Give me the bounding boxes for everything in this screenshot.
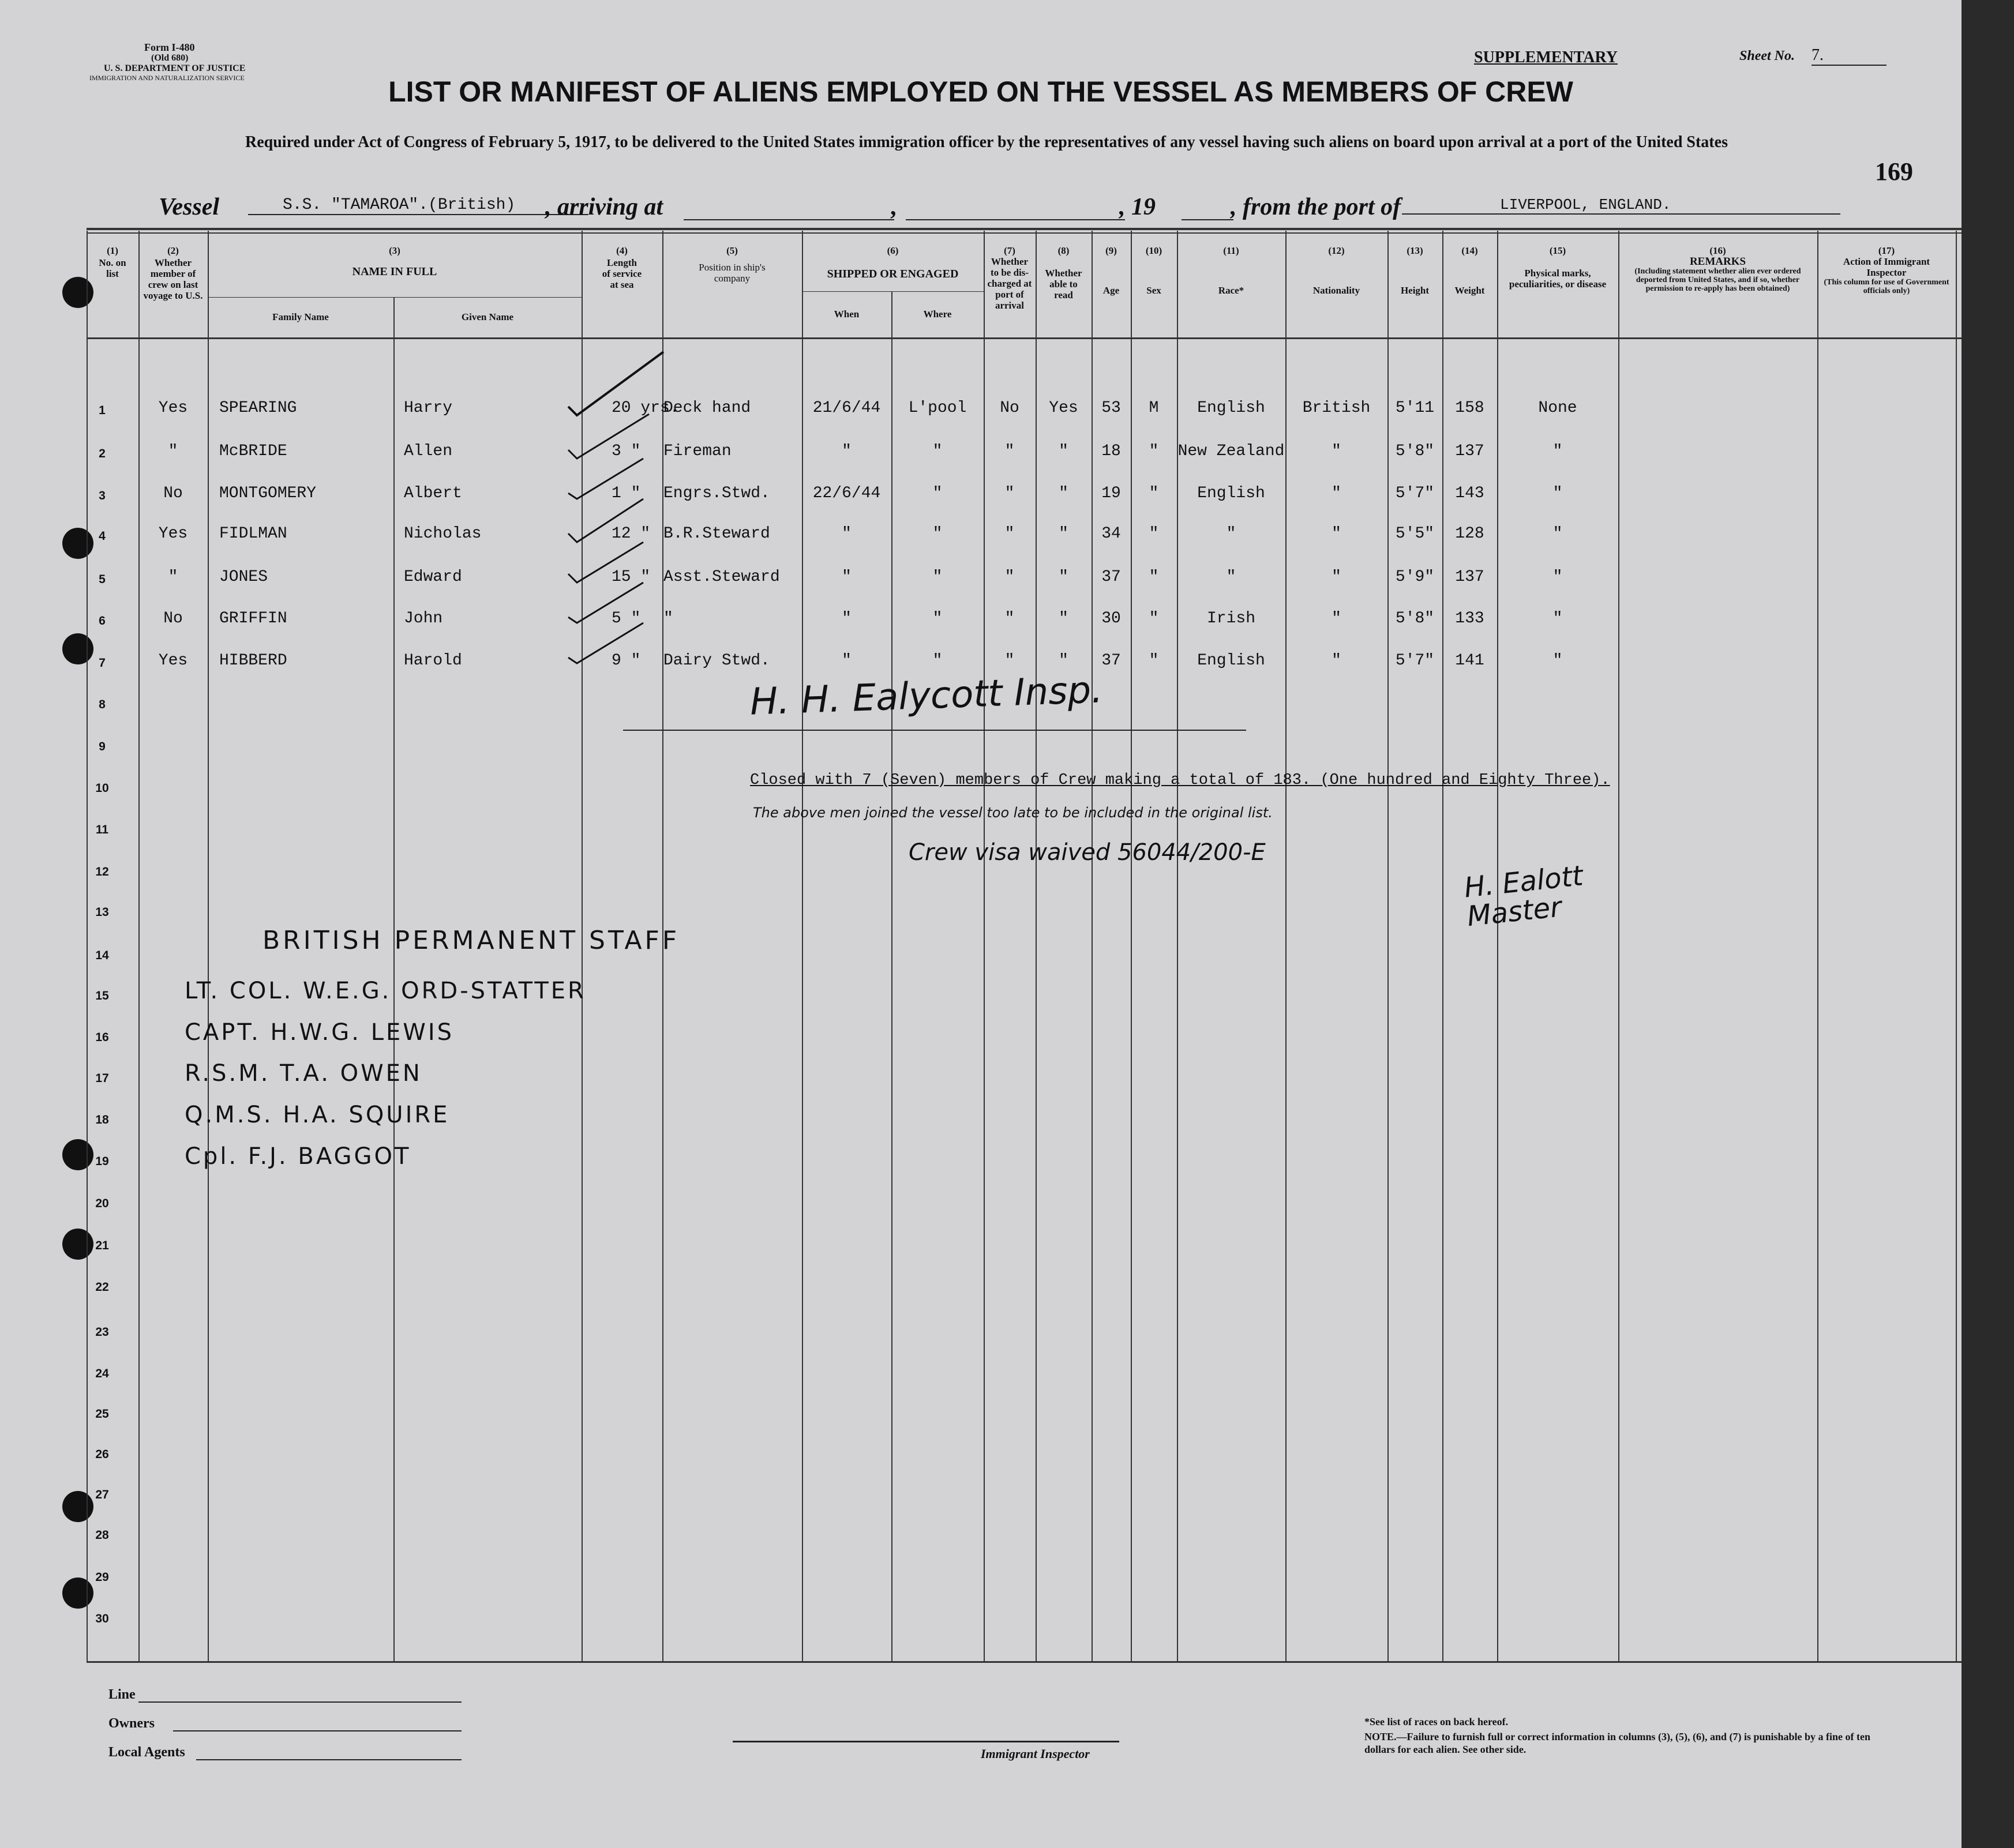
cell-where: ": [932, 652, 943, 670]
cell-prev: Yes: [158, 652, 188, 670]
col-sublabel: (Including statement whether alien ever ordered deported from United States, and if so, whether permission to re-apply has been obtained): [1634, 267, 1801, 293]
cell-age: 37: [1101, 652, 1121, 670]
row-number: 16: [95, 1031, 109, 1044]
cell-marks: None: [1538, 399, 1577, 417]
cell-family: HIBBERD: [219, 652, 287, 670]
col-num: (6): [887, 245, 899, 256]
cell-height: 5'5": [1395, 525, 1435, 543]
when-header: When: [834, 309, 860, 320]
col10-header: [1131, 245, 1177, 296]
col-label: Action of Immigrant Inspector: [1843, 256, 1930, 278]
master-signature: H. Ealott Master: [1462, 859, 1585, 933]
cell-position: ": [663, 610, 673, 628]
cell-read: ": [1059, 652, 1068, 670]
punch-hole: [62, 277, 93, 308]
agents-field: [196, 1759, 462, 1760]
col-label: Nationality: [1312, 285, 1360, 296]
cell-given: Nicholas: [404, 525, 482, 543]
cell-position: Dairy Stwd.: [663, 652, 770, 670]
cell-service: 1 ": [612, 484, 641, 502]
cell-height: 5'8": [1395, 442, 1435, 460]
cell-weight: 128: [1455, 525, 1484, 543]
page-number: 169: [1875, 157, 1913, 186]
cell-given: Harold: [404, 652, 462, 670]
col-label: Height: [1400, 285, 1430, 296]
row-number: 24: [95, 1367, 109, 1380]
cell-sex: ": [1149, 652, 1159, 670]
col-num: (16): [1709, 245, 1726, 256]
penalty-note: NOTE.—Failure to furnish full or correct information in columns (3), (5), (6), and (7) is punishable by a fine of ten dollars for each alien. See other side.: [1364, 1731, 1871, 1755]
cell-given: Edward: [404, 568, 462, 586]
staff-member: R.S.M. T.A. OWEN: [185, 1060, 422, 1087]
cell-position: Deck hand: [663, 399, 751, 417]
given-name-header: Given Name: [461, 311, 514, 322]
col-divider: [87, 231, 88, 1661]
col8-header: [1036, 245, 1092, 301]
checkmarks: [562, 346, 678, 669]
row-number: 26: [95, 1448, 109, 1461]
table-bottom-border: [87, 1661, 1962, 1663]
row-number: 6: [99, 614, 106, 628]
cell-discharged: No: [1000, 399, 1019, 417]
col-label: Whether to be dis- charged at port of arrival: [987, 256, 1032, 311]
row-number: 25: [95, 1407, 109, 1421]
comma: ,: [890, 194, 897, 220]
cell-weight: 158: [1455, 399, 1484, 417]
staff-member: Cpl. F.J. BAGGOT: [185, 1143, 411, 1170]
cell-family: GRIFFIN: [219, 610, 287, 628]
col-num: (4): [616, 245, 628, 256]
row-number: 27: [95, 1488, 109, 1501]
family-name-header: Family Name: [272, 311, 329, 322]
cell-sex: ": [1149, 610, 1159, 628]
cell-when: 22/6/44: [812, 484, 881, 502]
col-num: (2): [167, 245, 179, 256]
cell-discharged: ": [1004, 525, 1015, 543]
cell-age: 18: [1101, 442, 1121, 460]
cell-marks: ": [1552, 610, 1563, 628]
cell-read: ": [1059, 525, 1068, 543]
col-divider: [1817, 231, 1818, 1661]
col-label: SHIPPED OR ENGAGED: [827, 268, 959, 280]
cell-read: Yes: [1049, 399, 1078, 417]
form-old-number: (Old 680): [151, 53, 189, 63]
col-num: (8): [1057, 245, 1070, 256]
cell-race: English: [1197, 652, 1265, 670]
cell-position: Asst.Steward: [663, 568, 780, 586]
col-num: (1): [107, 245, 118, 256]
cell-given: John: [404, 610, 443, 628]
cell-prev: Yes: [158, 525, 188, 543]
row-number: 9: [99, 740, 106, 753]
year-line: [1182, 219, 1233, 220]
cell-given: Albert: [404, 484, 462, 502]
col11-header: [1177, 245, 1285, 296]
col-label: Age: [1102, 285, 1120, 296]
cell-when: 21/6/44: [812, 399, 881, 417]
cell-read: ": [1059, 484, 1068, 502]
col-label: Position in ship's company: [699, 262, 766, 284]
cell-given: Harry: [404, 399, 453, 417]
date-line: [906, 219, 1125, 220]
shipped-subheader-line: [802, 291, 984, 292]
cell-height: 5'7": [1395, 484, 1435, 502]
cell-prev: Yes: [158, 399, 188, 417]
col-num: (17): [1878, 245, 1895, 256]
cell-prev: No: [163, 484, 183, 502]
col-num: (11): [1223, 245, 1239, 256]
cell-where: ": [932, 442, 943, 460]
row-number: 2: [99, 447, 106, 460]
cell-marks: ": [1552, 652, 1563, 670]
cell-family: SPEARING: [219, 399, 297, 417]
row-number: 30: [95, 1612, 109, 1625]
col-divider: [1618, 231, 1619, 1661]
cell-where: ": [932, 484, 943, 502]
cell-nationality: ": [1332, 568, 1341, 586]
cell-weight: 137: [1455, 568, 1484, 586]
staff-member: CAPT. H.W.G. LEWIS: [185, 1019, 455, 1046]
cell-nationality: ": [1332, 652, 1341, 670]
line-label: Line: [108, 1687, 136, 1702]
cell-service: 12 ": [612, 525, 651, 543]
cell-marks: ": [1552, 568, 1563, 586]
col-label: REMARKS: [1689, 256, 1746, 268]
cell-height: 5'9": [1395, 568, 1435, 586]
col-label: Length of service at sea: [602, 257, 642, 290]
cell-weight: 137: [1455, 442, 1484, 460]
cell-prev: ": [168, 568, 178, 586]
col17-header: [1817, 245, 1956, 295]
row-number: 23: [95, 1325, 109, 1339]
cell-family: FIDLMAN: [219, 525, 287, 543]
table-top-border-2: [87, 232, 1962, 234]
cell-sex: ": [1149, 484, 1159, 502]
row-number: 20: [95, 1197, 109, 1210]
row-number: 5: [99, 573, 106, 586]
cell-race: English: [1197, 484, 1265, 502]
owners-field: [173, 1730, 462, 1731]
cell-weight: 143: [1455, 484, 1484, 502]
col-sublabel: (This column for use of Government officials only): [1824, 278, 1949, 295]
cell-family: MONTGOMERY: [219, 484, 317, 502]
name-subheader-line: [208, 297, 583, 298]
cell-age: 34: [1101, 525, 1121, 543]
cell-where: ": [932, 610, 943, 628]
cell-nationality: ": [1332, 484, 1341, 502]
col13-header: [1387, 245, 1442, 296]
cell-race: New Zealand: [1177, 442, 1285, 460]
line-field: [138, 1701, 462, 1703]
col-num: (15): [1549, 245, 1566, 256]
cell-service: 15 ": [612, 568, 651, 586]
late-join-note: The above men joined the vessel too late to be included in the original list.: [753, 805, 1273, 821]
cell-service: 20 yrs.: [612, 399, 680, 417]
supplementary-label: SUPPLEMENTARY: [1474, 48, 1618, 66]
cell-given: Allen: [404, 442, 453, 460]
cell-age: 37: [1101, 568, 1121, 586]
where-header: Where: [923, 309, 952, 320]
row-number: 29: [95, 1571, 109, 1584]
col-label: Weight: [1454, 285, 1485, 296]
row-number: 7: [99, 656, 106, 670]
col-num: (9): [1105, 245, 1117, 256]
col6-header: [802, 245, 984, 280]
row-number: 4: [99, 529, 106, 543]
col-num: (3): [389, 245, 400, 256]
cell-prev: ": [168, 442, 178, 460]
cell-marks: ": [1552, 484, 1563, 502]
form-title: LIST OR MANIFEST OF ALIENS EMPLOYED ON THE VESSEL AS MEMBERS OF CREW: [388, 76, 1573, 108]
row-number: 3: [99, 489, 106, 502]
vessel-label: Vessel: [159, 194, 219, 220]
cell-race: ": [1226, 525, 1236, 543]
cell-sex: M: [1149, 399, 1159, 417]
agents-label: Local Agents: [108, 1745, 185, 1760]
col12-header: [1285, 245, 1387, 296]
header-bottom-border: [87, 337, 1962, 339]
cell-marks: ": [1552, 442, 1563, 460]
staff-member: Q.M.S. H.A. SQUIRE: [185, 1102, 450, 1128]
from-label: , from the port of: [1231, 194, 1401, 220]
cell-where: ": [932, 525, 943, 543]
cell-marks: ": [1552, 525, 1563, 543]
row-number: 1: [99, 404, 106, 417]
signature-underline: [623, 730, 1246, 731]
row-number: 17: [95, 1072, 109, 1085]
row-number: 21: [95, 1239, 109, 1252]
cell-read: ": [1059, 442, 1068, 460]
col-num: (5): [726, 245, 738, 256]
cell-nationality: ": [1332, 610, 1341, 628]
col-label: Physical marks, peculiarities, or disease: [1509, 268, 1607, 290]
cell-nationality: ": [1332, 442, 1341, 460]
cell-race: English: [1197, 399, 1265, 417]
col-divider: [208, 231, 209, 1661]
col-num: (12): [1328, 245, 1345, 256]
cell-service: 5 ": [612, 610, 641, 628]
cell-service: 3 ": [612, 442, 641, 460]
year-label: , 19: [1119, 194, 1156, 220]
cell-age: 19: [1101, 484, 1121, 502]
col16-header: [1618, 245, 1817, 293]
owners-label: Owners: [108, 1716, 155, 1731]
port-value: LIVERPOOL, ENGLAND.: [1402, 196, 1840, 215]
cell-sex: ": [1149, 568, 1159, 586]
sheet-label: Sheet No.: [1739, 48, 1795, 63]
cell-height: 5'11: [1395, 399, 1435, 417]
col4-header: [582, 245, 662, 291]
row-number: 15: [95, 989, 109, 1002]
cell-race: Irish: [1206, 610, 1255, 628]
row-number: 19: [95, 1155, 109, 1168]
row-number: 10: [95, 782, 109, 795]
cell-discharged: ": [1004, 442, 1015, 460]
department: U. S. DEPARTMENT OF JUSTICE: [104, 63, 246, 73]
cell-prev: No: [163, 610, 183, 628]
cell-position: Engrs.Stwd.: [663, 484, 770, 502]
crew-visa-note: Crew visa waived 56044/200-E: [909, 839, 1266, 866]
col-num: (14): [1461, 245, 1478, 256]
cell-weight: 141: [1455, 652, 1484, 670]
cell-age: 53: [1101, 399, 1121, 417]
col7-header: [984, 245, 1036, 311]
col-num: (10): [1145, 245, 1162, 256]
col-label: NAME IN FULL: [352, 265, 437, 278]
col-label: Race*: [1218, 285, 1244, 296]
cell-weight: 133: [1455, 610, 1484, 628]
row-number: 12: [95, 865, 109, 878]
cell-when: ": [842, 652, 852, 670]
cell-when: ": [842, 525, 852, 543]
col-label: Whether member of crew on last voyage to U.S.: [143, 257, 203, 301]
cell-nationality: ": [1332, 525, 1341, 543]
row-number: 28: [95, 1528, 109, 1542]
col-label: Whether able to read: [1045, 268, 1082, 301]
col5-header: [662, 245, 802, 284]
col-label: Sex: [1146, 285, 1161, 296]
sheet-number: 7.: [1812, 46, 1887, 66]
form-number: Form I-480: [144, 42, 195, 53]
form-subtitle: Required under Act of Congress of February 5, 1917, to be delivered to the United States immigration officer by the representatives of any vessel having such aliens on board upon arrival at a port of the United States: [245, 133, 1728, 151]
cell-when: ": [842, 442, 852, 460]
cell-read: ": [1059, 610, 1068, 628]
cell-discharged: ": [1004, 484, 1015, 502]
cell-height: 5'8": [1395, 610, 1435, 628]
cell-sex: ": [1149, 525, 1159, 543]
cell-age: 30: [1101, 610, 1121, 628]
col-num: (7): [1004, 245, 1015, 256]
table-top-border: [87, 228, 1962, 230]
cell-discharged: ": [1004, 610, 1015, 628]
cell-where: L'pool: [908, 399, 967, 417]
col-divider: [1956, 231, 1957, 1661]
staff-heading: BRITISH PERMANENT STAFF: [262, 926, 680, 955]
col14-header: [1442, 245, 1497, 296]
row-number: 22: [95, 1280, 109, 1294]
row-number: 11: [95, 823, 109, 836]
staff-member: LT. COL. W.E.G. ORD-STATTER: [185, 978, 586, 1004]
inspector-signature: H. H. Ealycott Insp.: [749, 668, 1104, 724]
row-number: 14: [95, 949, 109, 962]
cell-race: ": [1226, 568, 1236, 586]
arriving-label: , arriving at: [545, 194, 663, 220]
col1-header: [87, 245, 138, 280]
cell-where: ": [932, 568, 943, 586]
row-number: 8: [99, 698, 106, 711]
inspector-line: [733, 1741, 1119, 1742]
col-num: (13): [1407, 245, 1423, 256]
cell-when: ": [842, 610, 852, 628]
arriving-port-line: [684, 219, 894, 220]
cell-read: ": [1059, 568, 1068, 586]
cell-family: JONES: [219, 568, 268, 586]
service: IMMIGRATION AND NATURALIZATION SERVICE: [89, 74, 245, 82]
col3-header: [208, 245, 582, 277]
cell-height: 5'7": [1395, 652, 1435, 670]
cell-service: 9 ": [612, 652, 641, 670]
col15-header: [1497, 245, 1618, 290]
cell-nationality: British: [1302, 399, 1371, 417]
cell-family: McBRIDE: [219, 442, 287, 460]
cell-position: Fireman: [663, 442, 732, 460]
cell-discharged: ": [1004, 568, 1015, 586]
closed-statement: Closed with 7 (Seven) members of Crew making a total of 183. (One hundred and Eighty Three).: [750, 772, 1610, 789]
races-note: *See list of races on back hereof.: [1364, 1716, 1509, 1727]
row-number: 18: [95, 1113, 109, 1126]
cell-discharged: ": [1004, 652, 1015, 670]
cell-sex: ": [1149, 442, 1159, 460]
cell-when: ": [842, 568, 852, 586]
col2-header: [138, 245, 208, 302]
vessel-value: S.S. "TAMAROA".(British): [248, 196, 588, 215]
row-number: 13: [95, 906, 109, 919]
cell-position: B.R.Steward: [663, 525, 770, 543]
inspector-label: Immigrant Inspector: [981, 1746, 1090, 1761]
col-label: No. on list: [99, 257, 126, 279]
col9-header: [1092, 245, 1131, 296]
